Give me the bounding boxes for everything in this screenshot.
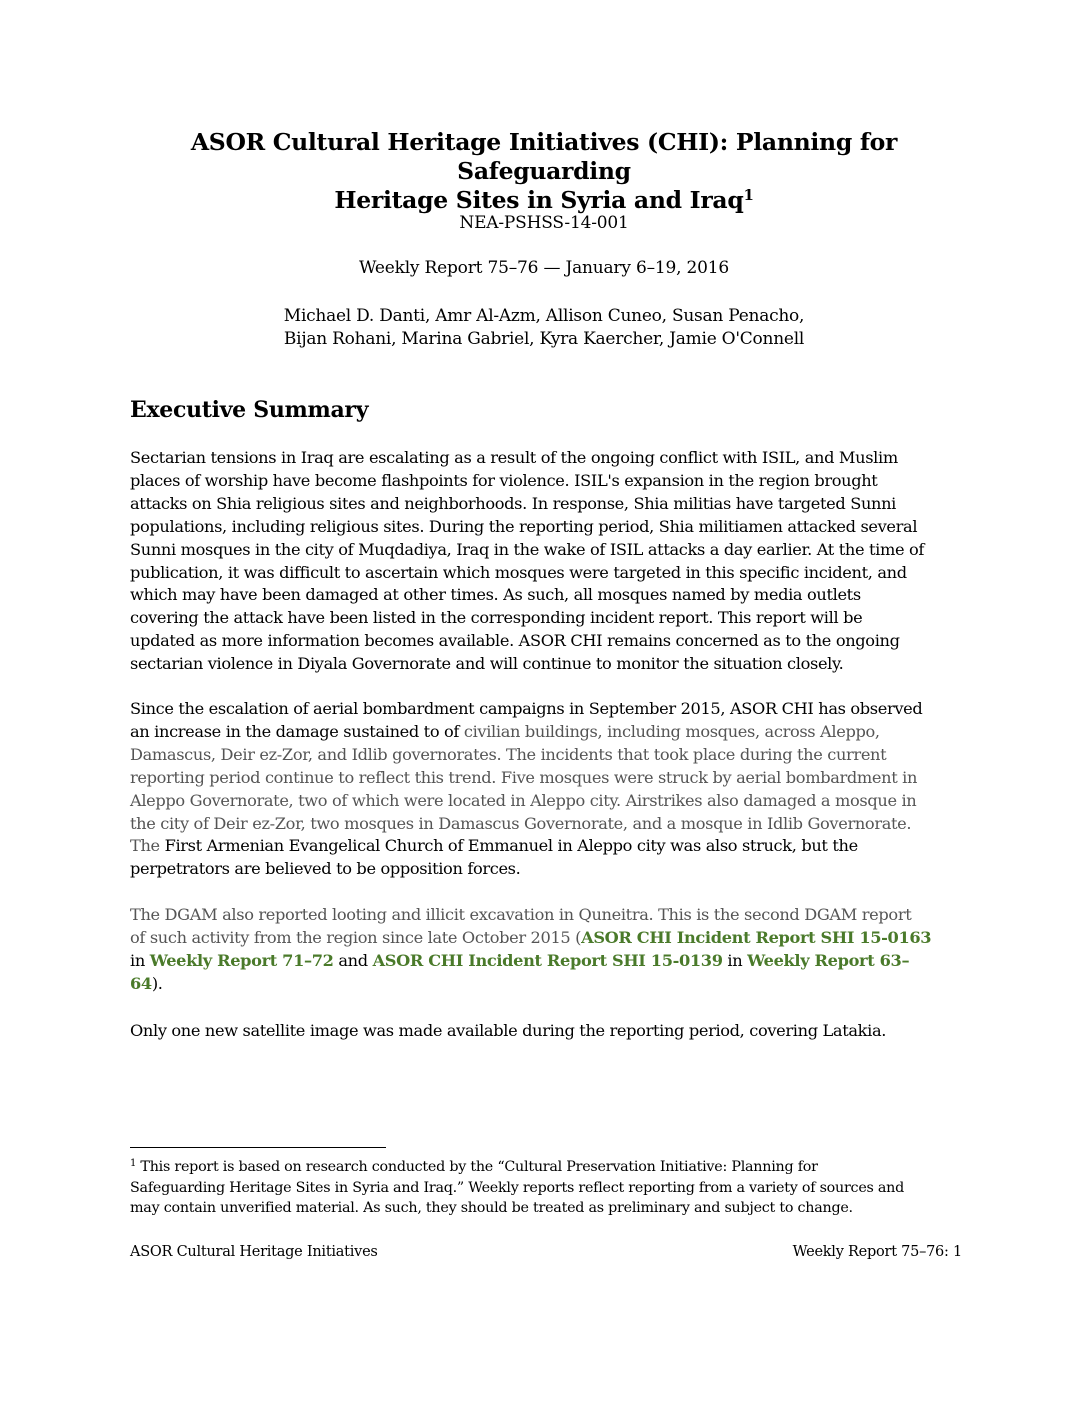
footnote-line [130, 1157, 960, 1178]
footnote [130, 1157, 960, 1219]
paragraph-text: and [333, 950, 373, 970]
paragraph-text: First Armenian Evangelical Church of Emmanuel in Aleppo city was also struck, but the [164, 836, 858, 856]
paragraph-line: reporting period continue to reflect this trend. Five mosques were struck by aerial bombardment in [130, 767, 918, 787]
paragraph-line: populations, including religious sites. During the reporting period, Shia militiamen attacked several [130, 516, 918, 536]
paragraph-text: an increase in the damage sustained to of [130, 721, 464, 741]
footnote-text: This report is based on research conducted by the “Cultural Preservation Initiative: Planning for [136, 1159, 818, 1175]
paragraph-line [130, 721, 960, 744]
footer-organization: ASOR Cultural Heritage Initiatives [130, 1244, 378, 1260]
authors-line-1: Michael D. Danti, Amr Al-Azm, Allison Cuneo, Susan Penacho, [283, 306, 805, 326]
paragraph-line: the city of Deir ez-Zor, two mosques in Damascus Governorate, and a mosque in Idlib Governorate. [130, 813, 912, 833]
footnote-line: Safeguarding Heritage Sites in Syria and Iraq.” Weekly reports reflect reporting from a variety of sources and [130, 1179, 905, 1196]
paragraph-text-grey: of such activity from the region since late October 2015 ( [130, 927, 582, 947]
summary-paragraph-3 [130, 904, 960, 996]
summary-paragraph-2 [130, 698, 960, 881]
paragraph-line [130, 973, 960, 996]
authors-line-2: Bijan Rohani, Marina Gabriel, Kyra Kaercher, Jamie O'Connell [283, 329, 805, 349]
paragraph-text: in [130, 950, 150, 970]
report-title [130, 128, 958, 215]
paragraph-line [130, 835, 960, 858]
footnote-mark: 1 [130, 1158, 137, 1169]
weekly-report-link-71-72[interactable]: Weekly Report 71–72 [149, 950, 334, 970]
paragraph-line [130, 950, 960, 973]
grant-number: NEA-PSHSS-14-001 [459, 213, 629, 233]
report-period: Weekly Report 75–76 — January 6–19, 2016 [358, 258, 729, 278]
paragraph-text: in [722, 950, 748, 970]
weekly-report-link-63-64-cont[interactable]: 64 [130, 973, 152, 993]
paragraph-line: updated as more information becomes available. ASOR CHI remains concerned as to the ongoing [130, 631, 900, 651]
paragraph-line: places of worship have become flashpoints for violence. ISIL's expansion in the region brought [130, 470, 878, 490]
paragraph-line: covering the attack have been listed in the corresponding incident report. This report will be [130, 608, 863, 628]
section-heading: Executive Summary [130, 397, 369, 423]
paragraph-line: which may have been damaged at other times. As such, all mosques named by media outlets [130, 585, 861, 605]
paragraph-line: Sectarian tensions in Iraq are escalating as a result of the ongoing conflict with ISIL, and Muslim [130, 448, 898, 467]
paragraph-line: sectarian violence in Diyala Governorate and will continue to monitor the situation closely. [130, 654, 844, 674]
paragraph-line: Aleppo Governorate, two of which were located in Aleppo city. Airstrikes also damaged a mosque in [130, 790, 917, 810]
footnote-divider [130, 1147, 386, 1148]
summary-paragraph-4 [130, 1020, 960, 1043]
weekly-report-link-63-64[interactable]: Weekly Report 63– [747, 950, 910, 970]
authors [130, 305, 958, 351]
incident-report-link-shi-15-0139[interactable]: ASOR CHI Incident Report SHI 15-0139 [372, 950, 723, 970]
paragraph-line: Since the escalation of aerial bombardment campaigns in September 2015, ASOR CHI has observed [130, 699, 923, 718]
paragraph-line: Sunni mosques in the city of Muqdadiya, Iraq in the wake of ISIL attacks a day earlier. At the time of [130, 539, 925, 559]
paragraph-line: perpetrators are believed to be opposition forces. [130, 859, 521, 879]
paragraph-line: Only one new satellite image was made available during the reporting period, covering Latakia. [130, 1021, 887, 1040]
title-footnote-mark[interactable]: 1 [743, 186, 754, 204]
paragraph-line: publication, it was difficult to ascertain which mosques were targeted in this specific incident, and [130, 562, 907, 582]
title-line-2: Heritage Sites in Syria and Iraq [334, 186, 744, 214]
paragraph-text: ). [151, 973, 163, 993]
footnote-line: may contain unverified material. As such, they should be treated as preliminary and subject to change. [130, 1200, 853, 1216]
title-line-1: ASOR Cultural Heritage Initiatives (CHI): Planning for Safeguarding [190, 128, 898, 185]
paragraph-line: Damascus, Deir ez-Zor, and Idlib governorates. The incidents that took place during the current [130, 744, 887, 764]
summary-paragraph-1 [130, 447, 960, 676]
footer-page-number: Weekly Report 75–76: 1 [792, 1244, 962, 1260]
paragraph-text-grey: civilian buildings, including mosques, across Aleppo, [463, 721, 880, 741]
paragraph-line: attacks on Shia religious sites and neighborhoods. In response, Shia militias have targeted Sunni [130, 493, 897, 513]
incident-report-link-shi-15-0163[interactable]: ASOR CHI Incident Report SHI 15-0163 [581, 927, 932, 947]
paragraph-line [130, 927, 960, 950]
paragraph-line: The DGAM also reported looting and illicit excavation in Quneitra. This is the second DGAM report [130, 905, 912, 924]
paragraph-text-grey: The [130, 836, 165, 856]
